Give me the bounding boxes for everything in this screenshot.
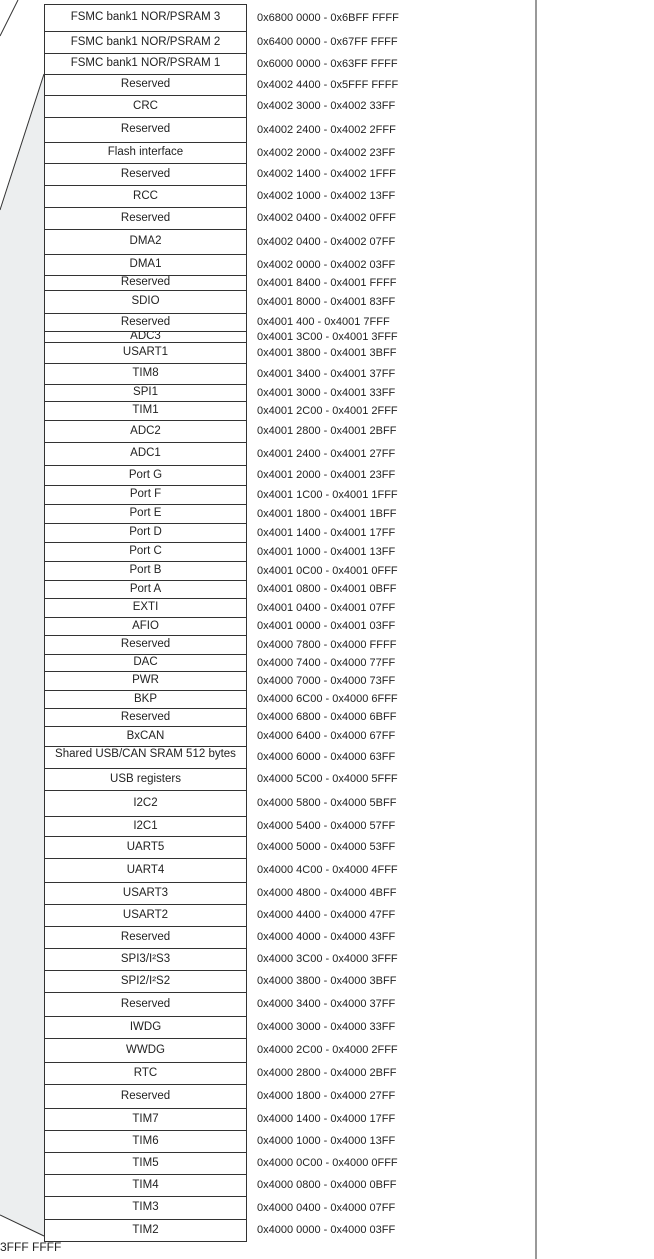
region-usb-registers-38-address-range: 0x4000 5C00 - 0x4000 5FFF — [257, 773, 398, 785]
region-fsmc-bank1-nor-psram-1-2-address-range: 0x6000 0000 - 0x63FF FFFF — [257, 57, 398, 70]
region-adc1-21-address-range: 0x4001 2400 - 0x4001 27FF — [257, 447, 396, 460]
region-tim5-55-address-range: 0x4000 0C00 - 0x4000 0FFF — [257, 1157, 398, 1169]
region-reserved-5-cell: Reserved — [44, 117, 247, 143]
region-tim4-56-cell: TIM4 — [44, 1174, 247, 1197]
region-tim3-57-cell: TIM3 — [44, 1196, 247, 1220]
region-spi2-i-s2-47-cell: SPI2/I²S2 — [44, 970, 247, 993]
region-reserved-14-cell: Reserved — [44, 313, 247, 332]
region-tim4-56-address-range: 0x4000 0800 - 0x4000 0BFF — [257, 1179, 397, 1191]
region-iwdg-49-cell: IWDG — [44, 1016, 247, 1039]
region-fsmc-bank1-nor-psram-2-1-cell: FSMC bank1 NOR/PSRAM 2 — [44, 31, 247, 54]
region-tim5-55-cell: TIM5 — [44, 1152, 247, 1175]
region-port-a-28-address-range: 0x4001 0800 - 0x4001 0BFF — [257, 583, 397, 595]
region-reserved-5-address-range: 0x4002 2400 - 0x4002 2FFF — [257, 123, 396, 136]
region-reserved-12-cell: Reserved — [44, 275, 247, 291]
region-dac-32-address-range: 0x4000 7400 - 0x4000 77FF — [257, 656, 396, 669]
region-tim2-58-cell: TIM2 — [44, 1219, 247, 1242]
region-afio-30-address-range: 0x4001 0000 - 0x4001 03FF — [257, 620, 396, 632]
region-adc3-15-cell: ADC3 — [44, 331, 247, 343]
region-rtc-51-address-range: 0x4000 2800 - 0x4000 2BFF — [257, 1067, 397, 1079]
region-shared-usb-can-sram-512-bytes-37-address-range: 0x4000 6000 - 0x4000 63FF — [257, 751, 396, 763]
region-dma1-11-address-range: 0x4002 0000 - 0x4002 03FF — [257, 258, 396, 271]
region-usart3-43-cell: USART3 — [44, 882, 247, 905]
region-i2c2-39-address-range: 0x4000 5800 - 0x4000 5BFF — [257, 797, 397, 809]
region-uart4-42-address-range: 0x4000 4C00 - 0x4000 4FFF — [257, 864, 398, 876]
region-crc-4-address-range: 0x4002 3000 - 0x4002 33FF — [257, 100, 396, 112]
region-spi3-i-s3-46-address-range: 0x4000 3C00 - 0x4000 3FFF — [257, 953, 398, 965]
region-tim6-54-address-range: 0x4000 1000 - 0x4000 13FF — [257, 1135, 396, 1147]
region-port-f-23-cell: Port F — [44, 485, 247, 505]
region-exti-29-address-range: 0x4001 0400 - 0x4001 07FF — [257, 601, 396, 614]
region-adc2-20-cell: ADC2 — [44, 420, 247, 443]
region-exti-29-cell: EXTI — [44, 598, 247, 618]
region-reserved-7-address-range: 0x4002 1400 - 0x4002 1FFF — [257, 168, 396, 180]
region-pwr-33-cell: PWR — [44, 671, 247, 691]
region-reserved-52-cell: Reserved — [44, 1084, 247, 1109]
region-port-e-24-cell: Port E — [44, 504, 247, 524]
region-tim2-58-address-range: 0x4000 0000 - 0x4000 03FF — [257, 1224, 396, 1236]
region-bxcan-36-cell: BxCAN — [44, 726, 247, 747]
region-spi1-18-cell: SPI1 — [44, 384, 247, 402]
region-sdio-13-cell: SDIO — [44, 290, 247, 314]
region-fsmc-bank1-nor-psram-1-2-cell: FSMC bank1 NOR/PSRAM 1 — [44, 53, 247, 75]
region-reserved-35-cell: Reserved — [44, 708, 247, 727]
region-adc3-15-address-range: 0x4001 3C00 - 0x4001 3FFF — [257, 330, 398, 343]
region-i2c1-40-address-range: 0x4000 5400 - 0x4000 57FF — [257, 820, 396, 832]
region-flash-interface-6-cell: Flash interface — [44, 142, 247, 164]
region-port-d-25-address-range: 0x4001 1400 - 0x4001 17FF — [257, 526, 396, 539]
region-tim8-17-address-range: 0x4001 3400 - 0x4001 37FF — [257, 367, 396, 380]
region-spi3-i-s3-46-cell: SPI3/I²S3 — [44, 948, 247, 971]
region-usart3-43-address-range: 0x4000 4800 - 0x4000 4BFF — [257, 887, 397, 899]
region-dac-32-cell: DAC — [44, 654, 247, 672]
region-reserved-9-address-range: 0x4002 0400 - 0x4002 0FFF — [257, 212, 396, 224]
region-i2c2-39-cell: I2C2 — [44, 790, 247, 817]
region-spi2-i-s2-47-address-range: 0x4000 3800 - 0x4000 3BFF — [257, 975, 397, 987]
region-iwdg-49-address-range: 0x4000 3000 - 0x4000 33FF — [257, 1021, 396, 1033]
region-flash-interface-6-address-range: 0x4002 2000 - 0x4002 23FF — [257, 146, 396, 159]
region-port-a-28-cell: Port A — [44, 580, 247, 599]
region-tim3-57-address-range: 0x4000 0400 - 0x4000 07FF — [257, 1201, 396, 1214]
region-adc2-20-address-range: 0x4001 2800 - 0x4001 2BFF — [257, 425, 397, 437]
region-bxcan-36-address-range: 0x4000 6400 - 0x4000 67FF — [257, 730, 396, 742]
region-reserved-31-cell: Reserved — [44, 635, 247, 655]
region-spi1-18-address-range: 0x4001 3000 - 0x4001 33FF — [257, 386, 396, 399]
region-rcc-8-cell: RCC — [44, 185, 247, 208]
region-reserved-12-address-range: 0x4001 8400 - 0x4001 FFFF — [257, 276, 397, 289]
region-port-e-24-address-range: 0x4001 1800 - 0x4001 1BFF — [257, 507, 397, 520]
region-reserved-45-cell: Reserved — [44, 926, 247, 949]
region-afio-30-cell: AFIO — [44, 617, 247, 636]
region-port-d-25-cell: Port D — [44, 523, 247, 543]
region-tim7-53-cell: TIM7 — [44, 1108, 247, 1131]
bottom-address-label: 3FFF FFFF — [0, 1240, 62, 1254]
region-reserved-7-cell: Reserved — [44, 163, 247, 186]
region-reserved-31-address-range: 0x4000 7800 - 0x4000 FFFF — [257, 638, 397, 651]
region-reserved-48-cell: Reserved — [44, 992, 247, 1017]
region-usart2-44-address-range: 0x4000 4400 - 0x4000 47FF — [257, 909, 396, 921]
region-wwdg-50-address-range: 0x4000 2C00 - 0x4000 2FFF — [257, 1044, 398, 1056]
region-reserved-45-address-range: 0x4000 4000 - 0x4000 43FF — [257, 931, 396, 943]
region-reserved-14-address-range: 0x4001 400 - 0x4001 7FFF — [257, 316, 390, 328]
region-port-f-23-address-range: 0x4001 1C00 - 0x4001 1FFF — [257, 488, 398, 501]
region-tim7-53-address-range: 0x4000 1400 - 0x4000 17FF — [257, 1113, 396, 1125]
region-i2c1-40-cell: I2C1 — [44, 816, 247, 837]
region-wwdg-50-cell: WWDG — [44, 1038, 247, 1063]
region-port-g-22-cell: Port G — [44, 465, 247, 486]
region-port-b-27-address-range: 0x4001 0C00 - 0x4001 0FFF — [257, 564, 398, 577]
region-sdio-13-address-range: 0x4001 8000 - 0x4001 83FF — [257, 295, 396, 308]
region-usart2-44-cell: USART2 — [44, 904, 247, 927]
region-uart5-41-cell: UART5 — [44, 836, 247, 859]
region-uart4-42-cell: UART4 — [44, 858, 247, 883]
region-fsmc-bank1-nor-psram-2-1-address-range: 0x6400 0000 - 0x67FF FFFF — [257, 36, 398, 48]
region-adc1-21-cell: ADC1 — [44, 442, 247, 466]
region-rcc-8-address-range: 0x4002 1000 - 0x4002 13FF — [257, 190, 396, 202]
region-port-c-26-cell: Port C — [44, 542, 247, 562]
region-pwr-33-address-range: 0x4000 7000 - 0x4000 73FF — [257, 674, 396, 687]
region-dma2-10-cell: DMA2 — [44, 229, 247, 255]
region-reserved-48-address-range: 0x4000 3400 - 0x4000 37FF — [257, 998, 396, 1010]
region-tim1-19-address-range: 0x4001 2C00 - 0x4001 2FFF — [257, 404, 398, 417]
region-reserved-35-address-range: 0x4000 6800 - 0x4000 6BFF — [257, 711, 397, 723]
region-dma1-11-cell: DMA1 — [44, 254, 247, 276]
region-usart1-16-cell: USART1 — [44, 342, 247, 364]
region-bkp-34-address-range: 0x4000 6C00 - 0x4000 6FFF — [257, 693, 398, 705]
region-usb-registers-38-cell: USB registers — [44, 768, 247, 791]
region-reserved-9-cell: Reserved — [44, 207, 247, 230]
region-tim8-17-cell: TIM8 — [44, 363, 247, 385]
region-fsmc-bank1-nor-psram-3-0-cell: FSMC bank1 NOR/PSRAM 3 — [44, 4, 247, 32]
region-tim1-19-cell: TIM1 — [44, 401, 247, 421]
region-uart5-41-address-range: 0x4000 5000 - 0x4000 53FF — [257, 841, 396, 853]
region-reserved-52-address-range: 0x4000 1800 - 0x4000 27FF — [257, 1090, 396, 1102]
region-shared-usb-can-sram-512-bytes-37-cell: Shared USB/CAN SRAM 512 bytes — [44, 746, 247, 769]
region-fsmc-bank1-nor-psram-3-0-address-range: 0x6800 0000 - 0x6BFF FFFF — [257, 11, 399, 24]
region-rtc-51-cell: RTC — [44, 1062, 247, 1085]
region-port-b-27-cell: Port B — [44, 561, 247, 581]
region-port-c-26-address-range: 0x4001 1000 - 0x4001 13FF — [257, 545, 396, 558]
region-reserved-3-cell: Reserved — [44, 74, 247, 96]
region-bkp-34-cell: BKP — [44, 690, 247, 709]
region-dma2-10-address-range: 0x4002 0400 - 0x4002 07FF — [257, 235, 396, 248]
region-crc-4-cell: CRC — [44, 95, 247, 118]
region-tim6-54-cell: TIM6 — [44, 1130, 247, 1153]
region-usart1-16-address-range: 0x4001 3800 - 0x4001 3BFF — [257, 346, 397, 359]
region-port-g-22-address-range: 0x4001 2000 - 0x4001 23FF — [257, 469, 396, 481]
region-reserved-3-address-range: 0x4002 4400 - 0x5FFF FFFF — [257, 78, 399, 91]
